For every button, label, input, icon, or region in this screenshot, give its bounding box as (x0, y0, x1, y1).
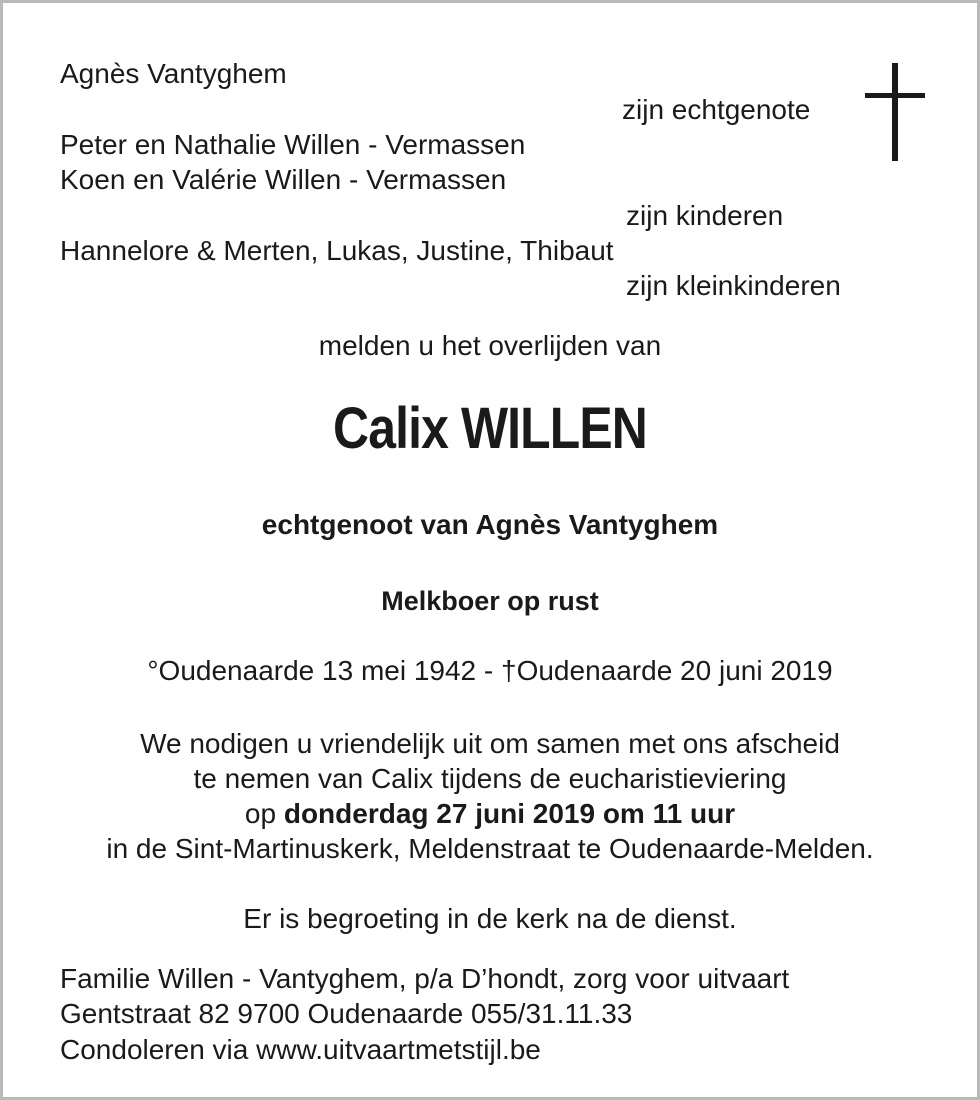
contact-line-3: Condoleren via www.uitvaartmetstijl.be (60, 1034, 541, 1065)
child-line-1: Peter en Nathalie Willen - Vermassen (60, 129, 526, 160)
occupation: Melkboer op rust (381, 586, 599, 616)
cross-icon (865, 63, 927, 163)
ceremony-line-3 (3, 797, 977, 831)
birth-death-dates: °Oudenaarde 13 mei 1942 - †Oudenaarde 20 juni 2019 (147, 655, 833, 686)
grandchildren-names: Hannelore & Merten, Lukas, Justine, Thibaut (60, 235, 614, 266)
ceremony-date: donderdag 27 juni 2019 om 11 uur (283, 798, 736, 829)
deceased-name: Calix WILLEN (333, 396, 647, 461)
contact-line-2: Gentstraat 82 9700 Oudenaarde 055/31.11.33 (60, 998, 633, 1029)
contact-line-1: Familie Willen - Vantyghem, p/a D’hondt, zorg voor uitvaart (60, 963, 790, 994)
ceremony-line-1: We nodigen u vriendelijk uit om samen met ons afscheid (140, 728, 840, 759)
ceremony-date-prefix: op (244, 798, 284, 829)
spouse-role: zijn echtgenote (622, 94, 811, 125)
child-line-2: Koen en Valérie Willen - Vermassen (60, 164, 507, 195)
spouse-name: Agnès Vantyghem (60, 58, 287, 89)
relation-line: echtgenoot van Agnès Vantyghem (261, 509, 719, 540)
ceremony-location: in de Sint-Martinuskerk, Meldenstraat te Oudenaarde-Melden. (106, 833, 874, 864)
ceremony-line-2: te nemen van Calix tijdens de eucharistieviering (193, 763, 787, 794)
children-role: zijn kinderen (626, 200, 784, 231)
announcement-intro: melden u het overlijden van (318, 330, 662, 361)
greeting-note: Er is begroeting in de kerk na de dienst. (243, 903, 737, 934)
grandchildren-role: zijn kleinkinderen (626, 270, 841, 301)
